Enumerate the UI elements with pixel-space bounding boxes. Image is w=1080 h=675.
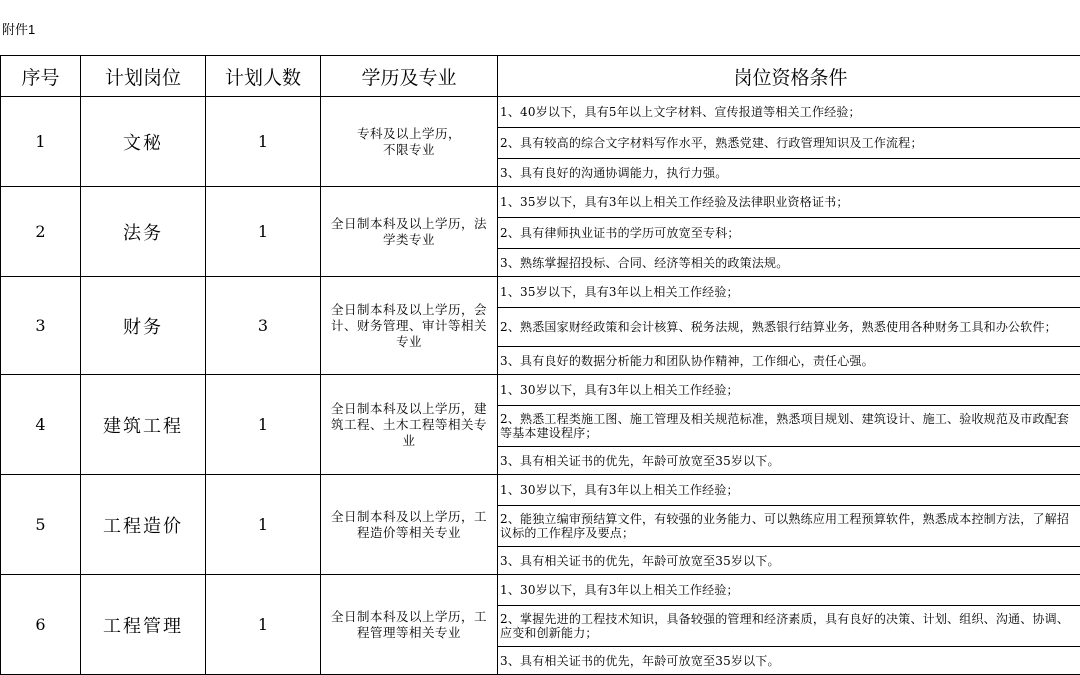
table-row (1, 575, 1080, 606)
row-position: 建筑工程 (81, 375, 206, 475)
table-row (1, 375, 1080, 406)
row-number: 1 (1, 97, 81, 187)
row-count: 1 (206, 375, 321, 475)
row-count: 1 (206, 97, 321, 187)
row-requirement: 3、熟练掌握招投标、合同、经济等相关的政策法规。 (498, 249, 1080, 277)
row-requirement: 3、具有良好的数据分析能力和团队协作精神，工作细心，责任心强。 (498, 347, 1080, 375)
row-requirement: 1、40岁以下，具有5年以上文字材料、宣传报道等相关工作经验； (498, 97, 1080, 128)
row-count: 1 (206, 475, 321, 575)
row-number: 3 (1, 277, 81, 375)
row-requirement: 1、30岁以下，具有3年以上相关工作经验； (498, 475, 1080, 506)
row-requirement: 2、熟悉工程类施工图、施工管理及相关规范标准，熟悉项目规划、建筑设计、施工、验收规范及市政配套等基本建设程序； (498, 406, 1080, 447)
header-no: 序号 (1, 56, 81, 97)
row-number: 2 (1, 187, 81, 277)
row-requirement: 3、具有相关证书的优先，年龄可放宽至35岁以下。 (498, 547, 1080, 575)
table-row (1, 277, 1080, 308)
row-education: 全日制本科及以上学历，法学类专业 (321, 187, 498, 277)
row-position: 财务 (81, 277, 206, 375)
table-row (1, 187, 1080, 218)
header-count: 计划人数 (206, 56, 321, 97)
row-requirement: 1、35岁以下，具有3年以上相关工作经验及法律职业资格证书； (498, 187, 1080, 218)
row-education: 全日制本科及以上学历，会计、财务管理、审计等相关专业 (321, 277, 498, 375)
row-requirement: 1、30岁以下，具有3年以上相关工作经验； (498, 375, 1080, 406)
row-position: 文秘 (81, 97, 206, 187)
recruitment-table (0, 55, 1080, 675)
header-education: 学历及专业 (321, 56, 498, 97)
row-requirement: 2、熟悉国家财经政策和会计核算、税务法规，熟悉银行结算业务，熟悉使用各种财务工具和办公软件； (498, 308, 1080, 347)
row-education: 专科及以上学历， 不限专业 (321, 97, 498, 187)
row-requirement: 3、具有良好的沟通协调能力，执行力强。 (498, 159, 1080, 187)
row-requirement: 2、具有较高的综合文字材料写作水平，熟悉党建、行政管理知识及工作流程； (498, 128, 1080, 159)
row-education: 全日制本科及以上学历，工程管理等相关专业 (321, 575, 498, 675)
row-requirement: 3、具有相关证书的优先，年龄可放宽至35岁以下。 (498, 647, 1080, 675)
row-education: 全日制本科及以上学历，工程造价等相关专业 (321, 475, 498, 575)
row-requirement: 2、掌握先进的工程技术知识，具备较强的管理和经济素质，具有良好的决策、计划、组织、沟通、协调、应变和创新能力； (498, 606, 1080, 647)
row-count: 1 (206, 575, 321, 675)
row-requirement: 2、能独立编审预结算文件，有较强的业务能力、可以熟练应用工程预算软件，熟悉成本控制方法，了解招议标的工作程序及要点； (498, 506, 1080, 547)
header-requirements: 岗位资格条件 (498, 56, 1080, 97)
row-requirement: 1、30岁以下，具有3年以上相关工作经验； (498, 575, 1080, 606)
table-row (1, 97, 1080, 128)
header-row (1, 56, 1080, 97)
row-number: 5 (1, 475, 81, 575)
row-count: 3 (206, 277, 321, 375)
row-count: 1 (206, 187, 321, 277)
row-requirement: 2、具有律师执业证书的学历可放宽至专科； (498, 218, 1080, 249)
attachment-caption: 附件1 (2, 19, 35, 38)
row-position: 工程管理 (81, 575, 206, 675)
row-position: 法务 (81, 187, 206, 277)
row-number: 6 (1, 575, 81, 675)
row-requirement: 1、35岁以下，具有3年以上相关工作经验； (498, 277, 1080, 308)
row-position: 工程造价 (81, 475, 206, 575)
row-education: 全日制本科及以上学历，建筑工程、土木工程等相关专业 (321, 375, 498, 475)
row-number: 4 (1, 375, 81, 475)
table-row (1, 475, 1080, 506)
row-requirement: 3、具有相关证书的优先，年龄可放宽至35岁以下。 (498, 447, 1080, 475)
header-position: 计划岗位 (81, 56, 206, 97)
